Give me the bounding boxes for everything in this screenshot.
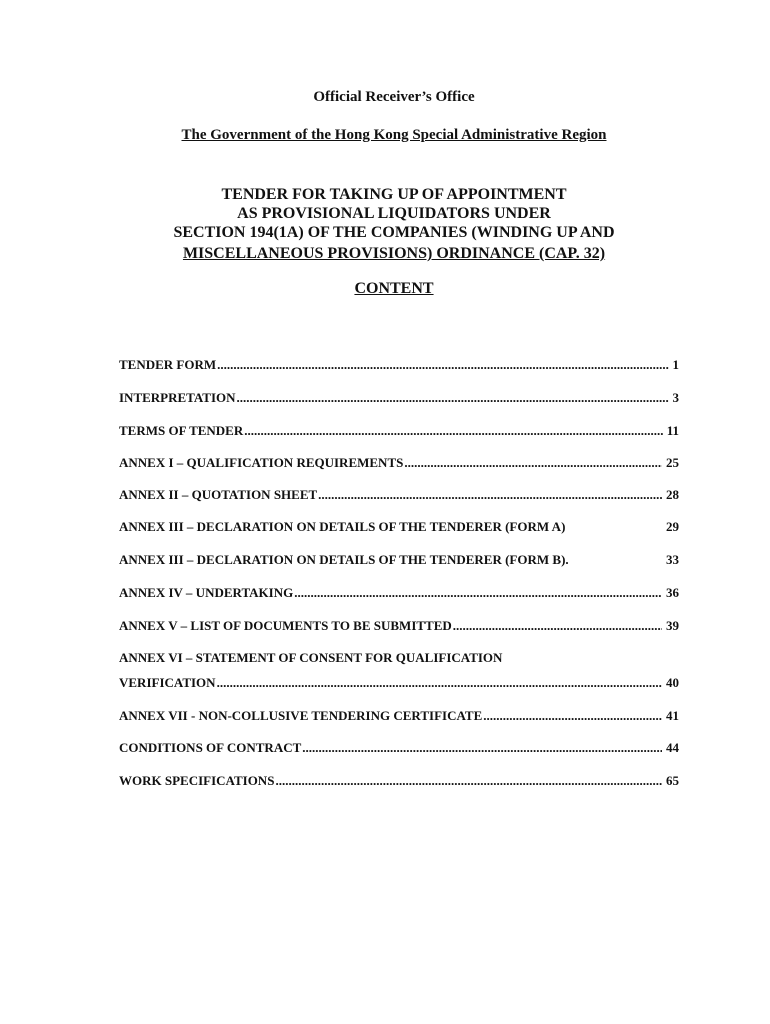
toc-entry-title: TERMS OF TENDER: [119, 423, 244, 438]
toc-entry-title: ANNEX II – QUOTATION SHEET: [119, 487, 318, 502]
toc-entry-title: VERIFICATION: [119, 675, 216, 690]
toc-leader-dots: [237, 390, 669, 406]
toc-entry-annex-1[interactable]: [119, 455, 679, 471]
toc-entry-page: 29: [666, 519, 679, 534]
toc-entry-page: 41: [666, 708, 679, 723]
toc-entry-title: WORK SPECIFICATIONS: [119, 773, 275, 788]
tender-title-line-2: AS PROVISIONAL LIQUIDATORS UNDER: [237, 205, 551, 222]
toc-leader-dots: [318, 487, 662, 503]
government-name: [0, 127, 770, 144]
toc-entry-annex-3-form-b[interactable]: [119, 552, 679, 568]
toc-entry-annex-2[interactable]: [119, 487, 679, 503]
toc-entry-page: 3: [672, 390, 679, 405]
content-heading: [0, 280, 770, 298]
toc-entry-annex-5[interactable]: [119, 618, 679, 634]
toc-leader-dots: [244, 423, 662, 439]
toc-leader-dots: [275, 773, 662, 789]
toc-entry-page: 25: [666, 455, 679, 470]
toc-entry-annex-6[interactable]: [119, 675, 679, 691]
toc-entry-page: 11: [666, 423, 679, 438]
toc-entry-page: 40: [666, 675, 679, 690]
toc-entry-page: 39: [666, 618, 679, 633]
toc-entry-title: ANNEX I – QUALIFICATION REQUIREMENTS: [119, 455, 404, 470]
toc-entry-page: 28: [666, 487, 679, 502]
toc-entry-title: INTERPRETATION: [119, 390, 236, 405]
toc-entry-work-specifications[interactable]: [119, 773, 679, 789]
toc-leader-dots: [453, 618, 662, 634]
toc-entry-terms-of-tender[interactable]: [119, 423, 679, 439]
toc-entry-annex-6-title-line1[interactable]: ANNEX VI – STATEMENT OF CONSENT FOR QUALIFICATION: [119, 650, 503, 665]
toc-entry-annex-3-form-a[interactable]: [119, 519, 679, 535]
toc-leader-dots: [302, 740, 662, 756]
toc-entry-title: ANNEX IV – UNDERTAKING: [119, 585, 294, 600]
toc-entry-page: 36: [666, 585, 679, 600]
toc-entry-title: ANNEX III – DECLARATION ON DETAILS OF THE TENDERER (FORM B).: [119, 552, 569, 567]
toc-entry-page: 33: [666, 552, 679, 567]
toc-entry-interpretation[interactable]: [119, 390, 679, 406]
toc-leader-dots: [217, 357, 668, 373]
office-name: Official Receiver’s Office: [313, 89, 475, 105]
toc-entry-title: ANNEX VII - NON-COLLUSIVE TENDERING CERTIFICATE: [119, 708, 483, 723]
tender-title-line-1: TENDER FOR TAKING UP OF APPOINTMENT: [221, 186, 567, 203]
toc-entry-title: ANNEX III – DECLARATION ON DETAILS OF THE TENDERER (FORM A): [119, 519, 566, 534]
toc-entry-annex-7[interactable]: [119, 708, 679, 724]
government-name-text: The Government of the Hong Kong Special Administrative Region: [181, 127, 607, 143]
toc-leader-dots: [217, 675, 662, 691]
tender-title-line-3: SECTION 194(1A) OF THE COMPANIES (WINDING UP AND: [173, 224, 615, 241]
tender-title-line-4: [0, 245, 770, 263]
toc-entry-page: 65: [666, 773, 679, 788]
content-heading-text: CONTENT: [354, 280, 434, 297]
toc-entry-page: 44: [666, 740, 679, 755]
toc-entry-page: 1: [672, 357, 679, 372]
tender-title-line-4-text: MISCELLANEOUS PROVISIONS) ORDINANCE (CAP. 32): [182, 245, 606, 262]
toc-entry-annex-4[interactable]: [119, 585, 679, 601]
toc-leader-dots: [404, 455, 662, 471]
toc-leader-dots: [294, 585, 662, 601]
toc-entry-title: TENDER FORM: [119, 357, 217, 372]
toc-entry-conditions-of-contract[interactable]: [119, 740, 679, 756]
toc-entry-title: CONDITIONS OF CONTRACT: [119, 740, 302, 755]
toc-entry-title: ANNEX V – LIST OF DOCUMENTS TO BE SUBMITTED: [119, 618, 452, 633]
toc-leader-dots: [483, 708, 662, 724]
toc-entry-tender-form[interactable]: [119, 357, 679, 373]
